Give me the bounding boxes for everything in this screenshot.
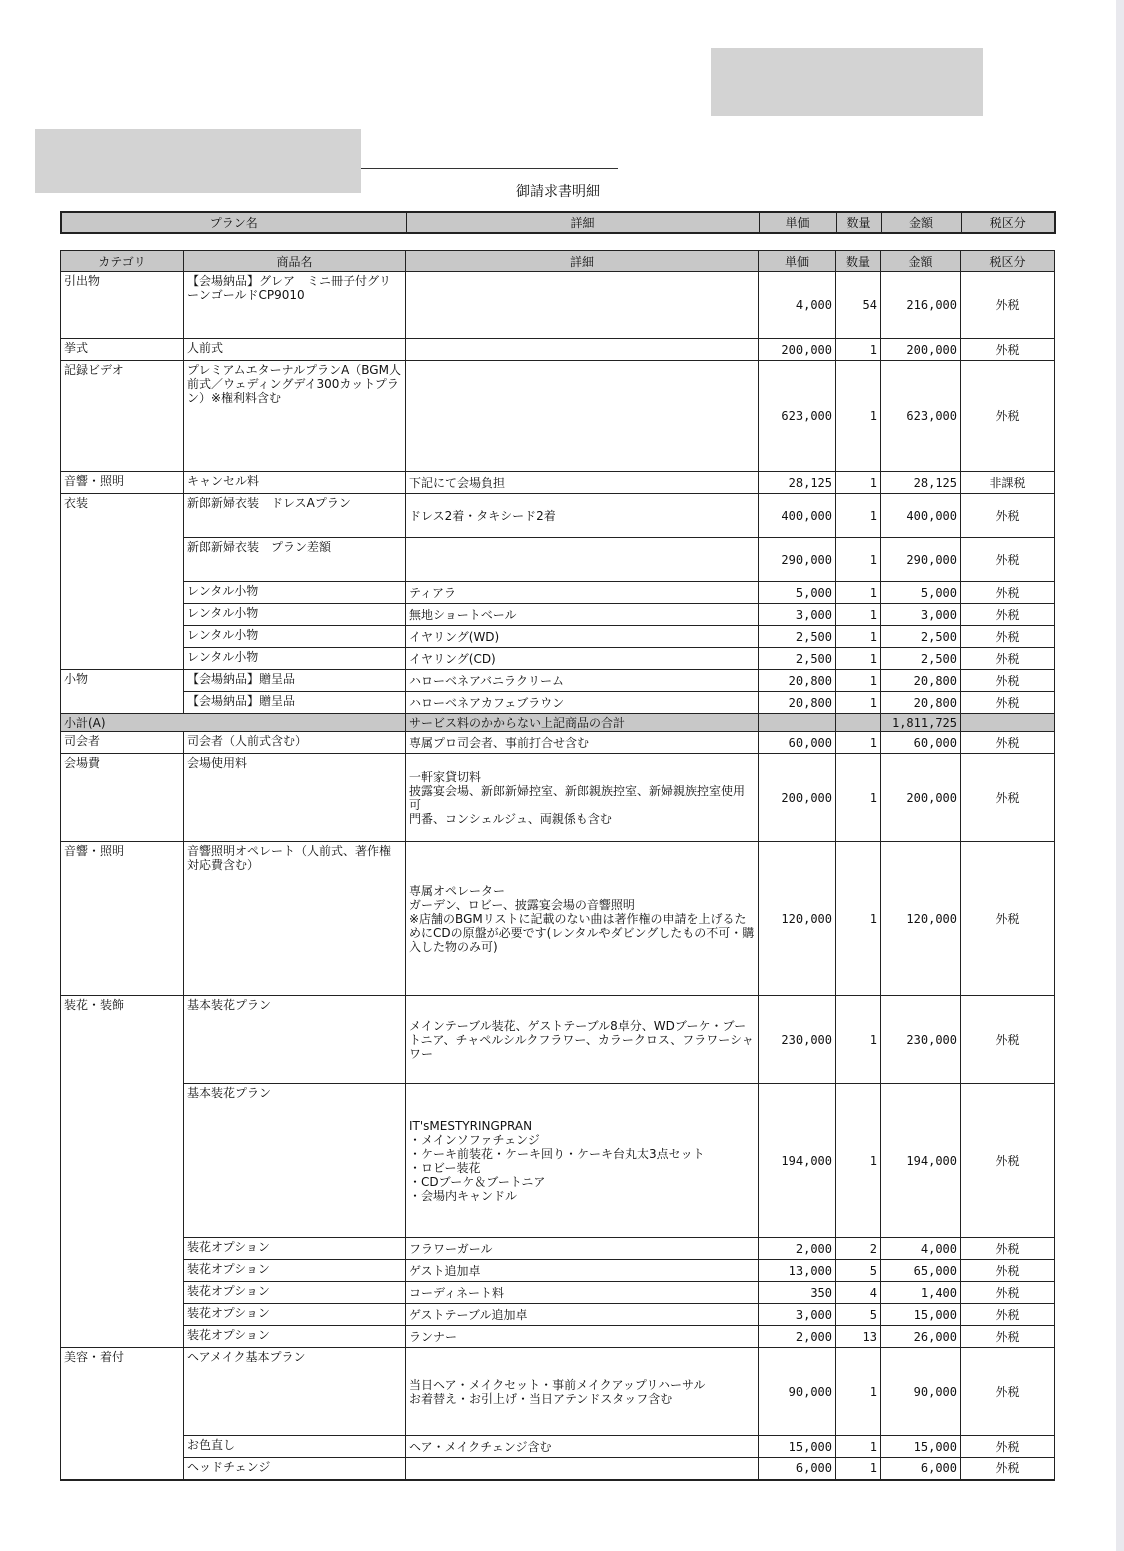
detail-cell: ティアラ — [406, 582, 759, 604]
quantity-cell: 1 — [836, 692, 881, 714]
redacted-block — [711, 48, 983, 116]
detail-cell: 一軒家貸切料 披露宴会場、新郎新婦控室、新郎親族控室、新婦親族控室使用可 門番、コンシェルジュ、両親係も含む — [406, 754, 759, 842]
category-cell: 美容・着付 — [61, 1348, 184, 1436]
unit-price-cell: 200,000 — [759, 754, 836, 842]
product-name-cell: 装花オプション — [184, 1304, 406, 1326]
table-row — [61, 1436, 1055, 1458]
header-quantity: 数量 — [836, 212, 881, 233]
detail-cell — [406, 361, 759, 472]
tax-type-cell: 外税 — [961, 1260, 1055, 1282]
unit-price-cell: 2,500 — [759, 626, 836, 648]
items-table — [60, 250, 1055, 1481]
amount-cell: 60,000 — [881, 732, 961, 754]
table-row — [61, 670, 1055, 692]
table-row — [61, 732, 1055, 754]
detail-cell: イヤリング(WD) — [406, 626, 759, 648]
tax-type-cell: 外税 — [961, 1348, 1055, 1436]
header-unit-price: 単価 — [759, 212, 836, 233]
amount-cell: 15,000 — [881, 1436, 961, 1458]
detail-cell: 下記にて会場負担 — [406, 472, 759, 494]
unit-price-cell: 194,000 — [759, 1084, 836, 1238]
category-cell: 引出物 — [61, 272, 184, 339]
detail-cell: コーディネート料 — [406, 1282, 759, 1304]
detail-cell: ドレス2着・タキシード2着 — [406, 494, 759, 538]
product-name-cell: お色直し — [184, 1436, 406, 1458]
unit-price-cell: 400,000 — [759, 494, 836, 538]
category-cell: 記録ビデオ — [61, 361, 184, 472]
unit-price-cell: 200,000 — [759, 339, 836, 361]
amount-cell: 20,800 — [881, 692, 961, 714]
quantity-cell: 1 — [836, 648, 881, 670]
product-name-cell: 音響照明オペレート（人前式、著作権対応費含む） — [184, 842, 406, 996]
tax-type-cell: 外税 — [961, 582, 1055, 604]
quantity-cell: 1 — [836, 1436, 881, 1458]
subtotal-price — [759, 714, 836, 732]
quantity-cell: 1 — [836, 494, 881, 538]
tax-type-cell: 外税 — [961, 648, 1055, 670]
quantity-cell: 4 — [836, 1282, 881, 1304]
subtotal-body — [61, 714, 1055, 732]
amount-cell: 2,500 — [881, 626, 961, 648]
category-cell — [61, 582, 184, 604]
quantity-cell: 5 — [836, 1304, 881, 1326]
quantity-cell: 2 — [836, 1238, 881, 1260]
unit-price-cell: 3,000 — [759, 604, 836, 626]
detail-cell: ハローベネアバニラクリーム — [406, 670, 759, 692]
amount-cell: 3,000 — [881, 604, 961, 626]
table-row — [61, 842, 1055, 996]
table-row — [61, 996, 1055, 1084]
category-cell — [61, 1326, 184, 1348]
amount-cell: 6,000 — [881, 1458, 961, 1480]
quantity-cell: 1 — [836, 604, 881, 626]
header-product-name: 商品名 — [184, 251, 406, 272]
tax-type-cell: 外税 — [961, 361, 1055, 472]
category-cell: 司会者 — [61, 732, 184, 754]
page-edge — [1116, 0, 1124, 1551]
subtotal-qty — [836, 714, 881, 732]
category-cell: 小物 — [61, 670, 184, 692]
product-name-cell: 装花オプション — [184, 1260, 406, 1282]
detail-cell: イヤリング(CD) — [406, 648, 759, 670]
detail-cell: 無地ショートベール — [406, 604, 759, 626]
table-row — [61, 648, 1055, 670]
unit-price-cell: 6,000 — [759, 1458, 836, 1480]
amount-cell: 4,000 — [881, 1238, 961, 1260]
amount-cell: 216,000 — [881, 272, 961, 339]
header-plan-name: プラン名 — [61, 212, 406, 233]
plan-table-header — [61, 212, 1055, 233]
quantity-cell: 1 — [836, 361, 881, 472]
category-cell — [61, 1458, 184, 1480]
category-cell — [61, 1084, 184, 1238]
product-name-cell: 司会者（人前式含む） — [184, 732, 406, 754]
unit-price-cell: 350 — [759, 1282, 836, 1304]
unit-price-cell: 623,000 — [759, 361, 836, 472]
product-name-cell: プレミアムエターナルプランA（BGM人前式／ウェディングデイ300カットプラン）※権利料含む — [184, 361, 406, 472]
tax-type-cell: 外税 — [961, 1238, 1055, 1260]
unit-price-cell: 13,000 — [759, 1260, 836, 1282]
category-cell: 音響・照明 — [61, 472, 184, 494]
product-name-cell: 装花オプション — [184, 1282, 406, 1304]
unit-price-cell: 290,000 — [759, 538, 836, 582]
header-detail: 詳細 — [406, 212, 759, 233]
product-name-cell: ヘッドチェンジ — [184, 1458, 406, 1480]
tax-type-cell: 外税 — [961, 1304, 1055, 1326]
unit-price-cell: 60,000 — [759, 732, 836, 754]
table-row — [61, 1260, 1055, 1282]
amount-cell: 400,000 — [881, 494, 961, 538]
product-name-cell: レンタル小物 — [184, 604, 406, 626]
product-name-cell: レンタル小物 — [184, 582, 406, 604]
category-cell: 音響・照明 — [61, 842, 184, 996]
subtotal-detail: サービス料のかからない上記商品の合計 — [406, 714, 759, 732]
tax-type-cell: 外税 — [961, 538, 1055, 582]
document-title: 御請求書明細 — [516, 184, 600, 200]
detail-cell: ゲスト追加卓 — [406, 1260, 759, 1282]
category-cell — [61, 1282, 184, 1304]
subtotal-tax — [961, 714, 1055, 732]
quantity-cell: 54 — [836, 272, 881, 339]
table-row — [61, 494, 1055, 538]
category-cell — [61, 1238, 184, 1260]
table-row — [61, 604, 1055, 626]
category-cell — [61, 1436, 184, 1458]
quantity-cell: 1 — [836, 339, 881, 361]
quantity-cell: 1 — [836, 472, 881, 494]
detail-cell: ランナー — [406, 1326, 759, 1348]
detail-cell — [406, 339, 759, 361]
unit-price-cell: 20,800 — [759, 670, 836, 692]
quantity-cell: 1 — [836, 732, 881, 754]
category-cell: 会場費 — [61, 754, 184, 842]
quantity-cell: 1 — [836, 582, 881, 604]
table-row — [61, 272, 1055, 339]
table-row — [61, 754, 1055, 842]
tax-type-cell: 外税 — [961, 1282, 1055, 1304]
amount-cell: 200,000 — [881, 754, 961, 842]
quantity-cell: 1 — [836, 1084, 881, 1238]
tax-type-cell: 外税 — [961, 626, 1055, 648]
product-name-cell: 新郎新婦衣装 プラン差額 — [184, 538, 406, 582]
amount-cell: 5,000 — [881, 582, 961, 604]
product-name-cell: 装花オプション — [184, 1326, 406, 1348]
detail-cell — [406, 538, 759, 582]
detail-cell: IT'sMESTYRINGPRAN ・メインソファチェンジ ・ケーキ前装花・ケーキ回り・ケーキ台丸太3点セット ・ロビー装花 ・CDブーケ＆ブートニア ・会場内キャンドル — [406, 1084, 759, 1238]
tax-type-cell: 外税 — [961, 670, 1055, 692]
unit-price-cell: 120,000 — [759, 842, 836, 996]
unit-price-cell: 15,000 — [759, 1436, 836, 1458]
unit-price-cell: 90,000 — [759, 1348, 836, 1436]
header-category: カテゴリ — [61, 251, 184, 272]
category-cell — [61, 692, 184, 714]
tax-type-cell: 外税 — [961, 604, 1055, 626]
unit-price-cell: 2,000 — [759, 1238, 836, 1260]
product-name-cell: 新郎新婦衣装 ドレスAプラン — [184, 494, 406, 538]
amount-cell: 28,125 — [881, 472, 961, 494]
amount-cell: 120,000 — [881, 842, 961, 996]
table-row — [61, 626, 1055, 648]
unit-price-cell: 4,000 — [759, 272, 836, 339]
quantity-cell: 1 — [836, 1348, 881, 1436]
category-cell — [61, 648, 184, 670]
quantity-cell: 5 — [836, 1260, 881, 1282]
amount-cell: 194,000 — [881, 1084, 961, 1238]
detail-cell: 専属オペレーター ガーデン、ロビー、披露宴会場の音響照明 ※店舗のBGMリストに記載のない曲は著作権の申請を上げるためにCDの原盤が必要です(レンタルやダビングしたもの不可・購入した物のみ可) — [406, 842, 759, 996]
product-name-cell: レンタル小物 — [184, 626, 406, 648]
header-unit-price: 単価 — [759, 251, 836, 272]
product-name-cell: 基本装花プラン — [184, 996, 406, 1084]
quantity-cell: 1 — [836, 670, 881, 692]
product-name-cell: 【会場納品】贈呈品 — [184, 692, 406, 714]
amount-cell: 2,500 — [881, 648, 961, 670]
tax-type-cell: 外税 — [961, 732, 1055, 754]
unit-price-cell: 2,500 — [759, 648, 836, 670]
quantity-cell: 1 — [836, 1458, 881, 1480]
category-cell — [61, 1304, 184, 1326]
quantity-cell: 1 — [836, 754, 881, 842]
underline-field — [361, 168, 618, 169]
amount-cell: 230,000 — [881, 996, 961, 1084]
amount-cell: 623,000 — [881, 361, 961, 472]
header-amount: 金額 — [881, 212, 961, 233]
product-name-cell: キャンセル料 — [184, 472, 406, 494]
tax-type-cell: 外税 — [961, 754, 1055, 842]
tax-type-cell: 外税 — [961, 1326, 1055, 1348]
amount-cell: 200,000 — [881, 339, 961, 361]
amount-cell: 90,000 — [881, 1348, 961, 1436]
detail-cell — [406, 1458, 759, 1480]
unit-price-cell: 5,000 — [759, 582, 836, 604]
table-row — [61, 1304, 1055, 1326]
unit-price-cell: 230,000 — [759, 996, 836, 1084]
product-name-cell: 基本装花プラン — [184, 1084, 406, 1238]
tax-type-cell: 外税 — [961, 692, 1055, 714]
detail-cell: 専属プロ司会者、事前打合せ含む — [406, 732, 759, 754]
category-cell: 装花・装飾 — [61, 996, 184, 1084]
tax-type-cell: 外税 — [961, 996, 1055, 1084]
header-tax-type: 税区分 — [961, 251, 1055, 272]
items-body-2 — [61, 732, 1055, 1480]
quantity-cell: 1 — [836, 996, 881, 1084]
detail-cell: メインテーブル装花、ゲストテーブル8卓分、WDブーケ・ブートニア、チャペルシルクフラワー、カラークロス、フラワーシャワー — [406, 996, 759, 1084]
tax-type-cell: 外税 — [961, 272, 1055, 339]
category-cell — [61, 626, 184, 648]
detail-cell: フラワーガール — [406, 1238, 759, 1260]
product-name-cell: レンタル小物 — [184, 648, 406, 670]
header-detail: 詳細 — [406, 251, 759, 272]
subtotal-amount: 1,811,725 — [881, 714, 961, 732]
items-table-header — [61, 251, 1055, 272]
tax-type-cell: 外税 — [961, 1458, 1055, 1480]
tax-type-cell: 非課税 — [961, 472, 1055, 494]
amount-cell: 26,000 — [881, 1326, 961, 1348]
unit-price-cell: 28,125 — [759, 472, 836, 494]
category-cell: 挙式 — [61, 339, 184, 361]
table-row — [61, 1084, 1055, 1238]
header-tax-type: 税区分 — [961, 212, 1055, 233]
table-row — [61, 1348, 1055, 1436]
amount-cell: 65,000 — [881, 1260, 961, 1282]
unit-price-cell: 3,000 — [759, 1304, 836, 1326]
detail-cell: ハローベネアカフェブラウン — [406, 692, 759, 714]
quantity-cell: 1 — [836, 842, 881, 996]
table-row — [61, 582, 1055, 604]
quantity-cell: 13 — [836, 1326, 881, 1348]
amount-cell: 20,800 — [881, 670, 961, 692]
table-row — [61, 472, 1055, 494]
product-name-cell: 装花オプション — [184, 1238, 406, 1260]
detail-cell: ヘア・メイクチェンジ含む — [406, 1436, 759, 1458]
tax-type-cell: 外税 — [961, 494, 1055, 538]
table-row — [61, 339, 1055, 361]
product-name-cell: 【会場納品】グレア ミニ冊子付グリーンゴールドCP9010 — [184, 272, 406, 339]
unit-price-cell: 20,800 — [759, 692, 836, 714]
tax-type-cell: 外税 — [961, 339, 1055, 361]
tax-type-cell: 外税 — [961, 1436, 1055, 1458]
category-cell — [61, 538, 184, 582]
header-quantity: 数量 — [836, 251, 881, 272]
detail-cell — [406, 272, 759, 339]
header-amount: 金額 — [881, 251, 961, 272]
detail-cell: 当日ヘア・メイクセット・事前メイクアップリハーサル お着替え・お引上げ・当日アテンドスタッフ含む — [406, 1348, 759, 1436]
detail-cell: ゲストテーブル追加卓 — [406, 1304, 759, 1326]
category-cell: 衣装 — [61, 494, 184, 538]
subtotal-row — [61, 714, 1055, 732]
amount-cell: 290,000 — [881, 538, 961, 582]
product-name-cell: ヘアメイク基本プラン — [184, 1348, 406, 1436]
category-cell — [61, 604, 184, 626]
table-row — [61, 692, 1055, 714]
table-row — [61, 538, 1055, 582]
tax-type-cell: 外税 — [961, 842, 1055, 996]
tax-type-cell: 外税 — [961, 1084, 1055, 1238]
table-row — [61, 361, 1055, 472]
category-cell — [61, 1260, 184, 1282]
table-row — [61, 1238, 1055, 1260]
table-row — [61, 1326, 1055, 1348]
plan-table — [60, 211, 1056, 234]
items-body — [61, 272, 1055, 714]
quantity-cell: 1 — [836, 538, 881, 582]
amount-cell: 1,400 — [881, 1282, 961, 1304]
product-name-cell: 人前式 — [184, 339, 406, 361]
product-name-cell: 会場使用料 — [184, 754, 406, 842]
table-row — [61, 1282, 1055, 1304]
table-row — [61, 1458, 1055, 1480]
subtotal-label: 小計(A) — [61, 714, 406, 732]
quantity-cell: 1 — [836, 626, 881, 648]
amount-cell: 15,000 — [881, 1304, 961, 1326]
product-name-cell: 【会場納品】贈呈品 — [184, 670, 406, 692]
unit-price-cell: 2,000 — [759, 1326, 836, 1348]
